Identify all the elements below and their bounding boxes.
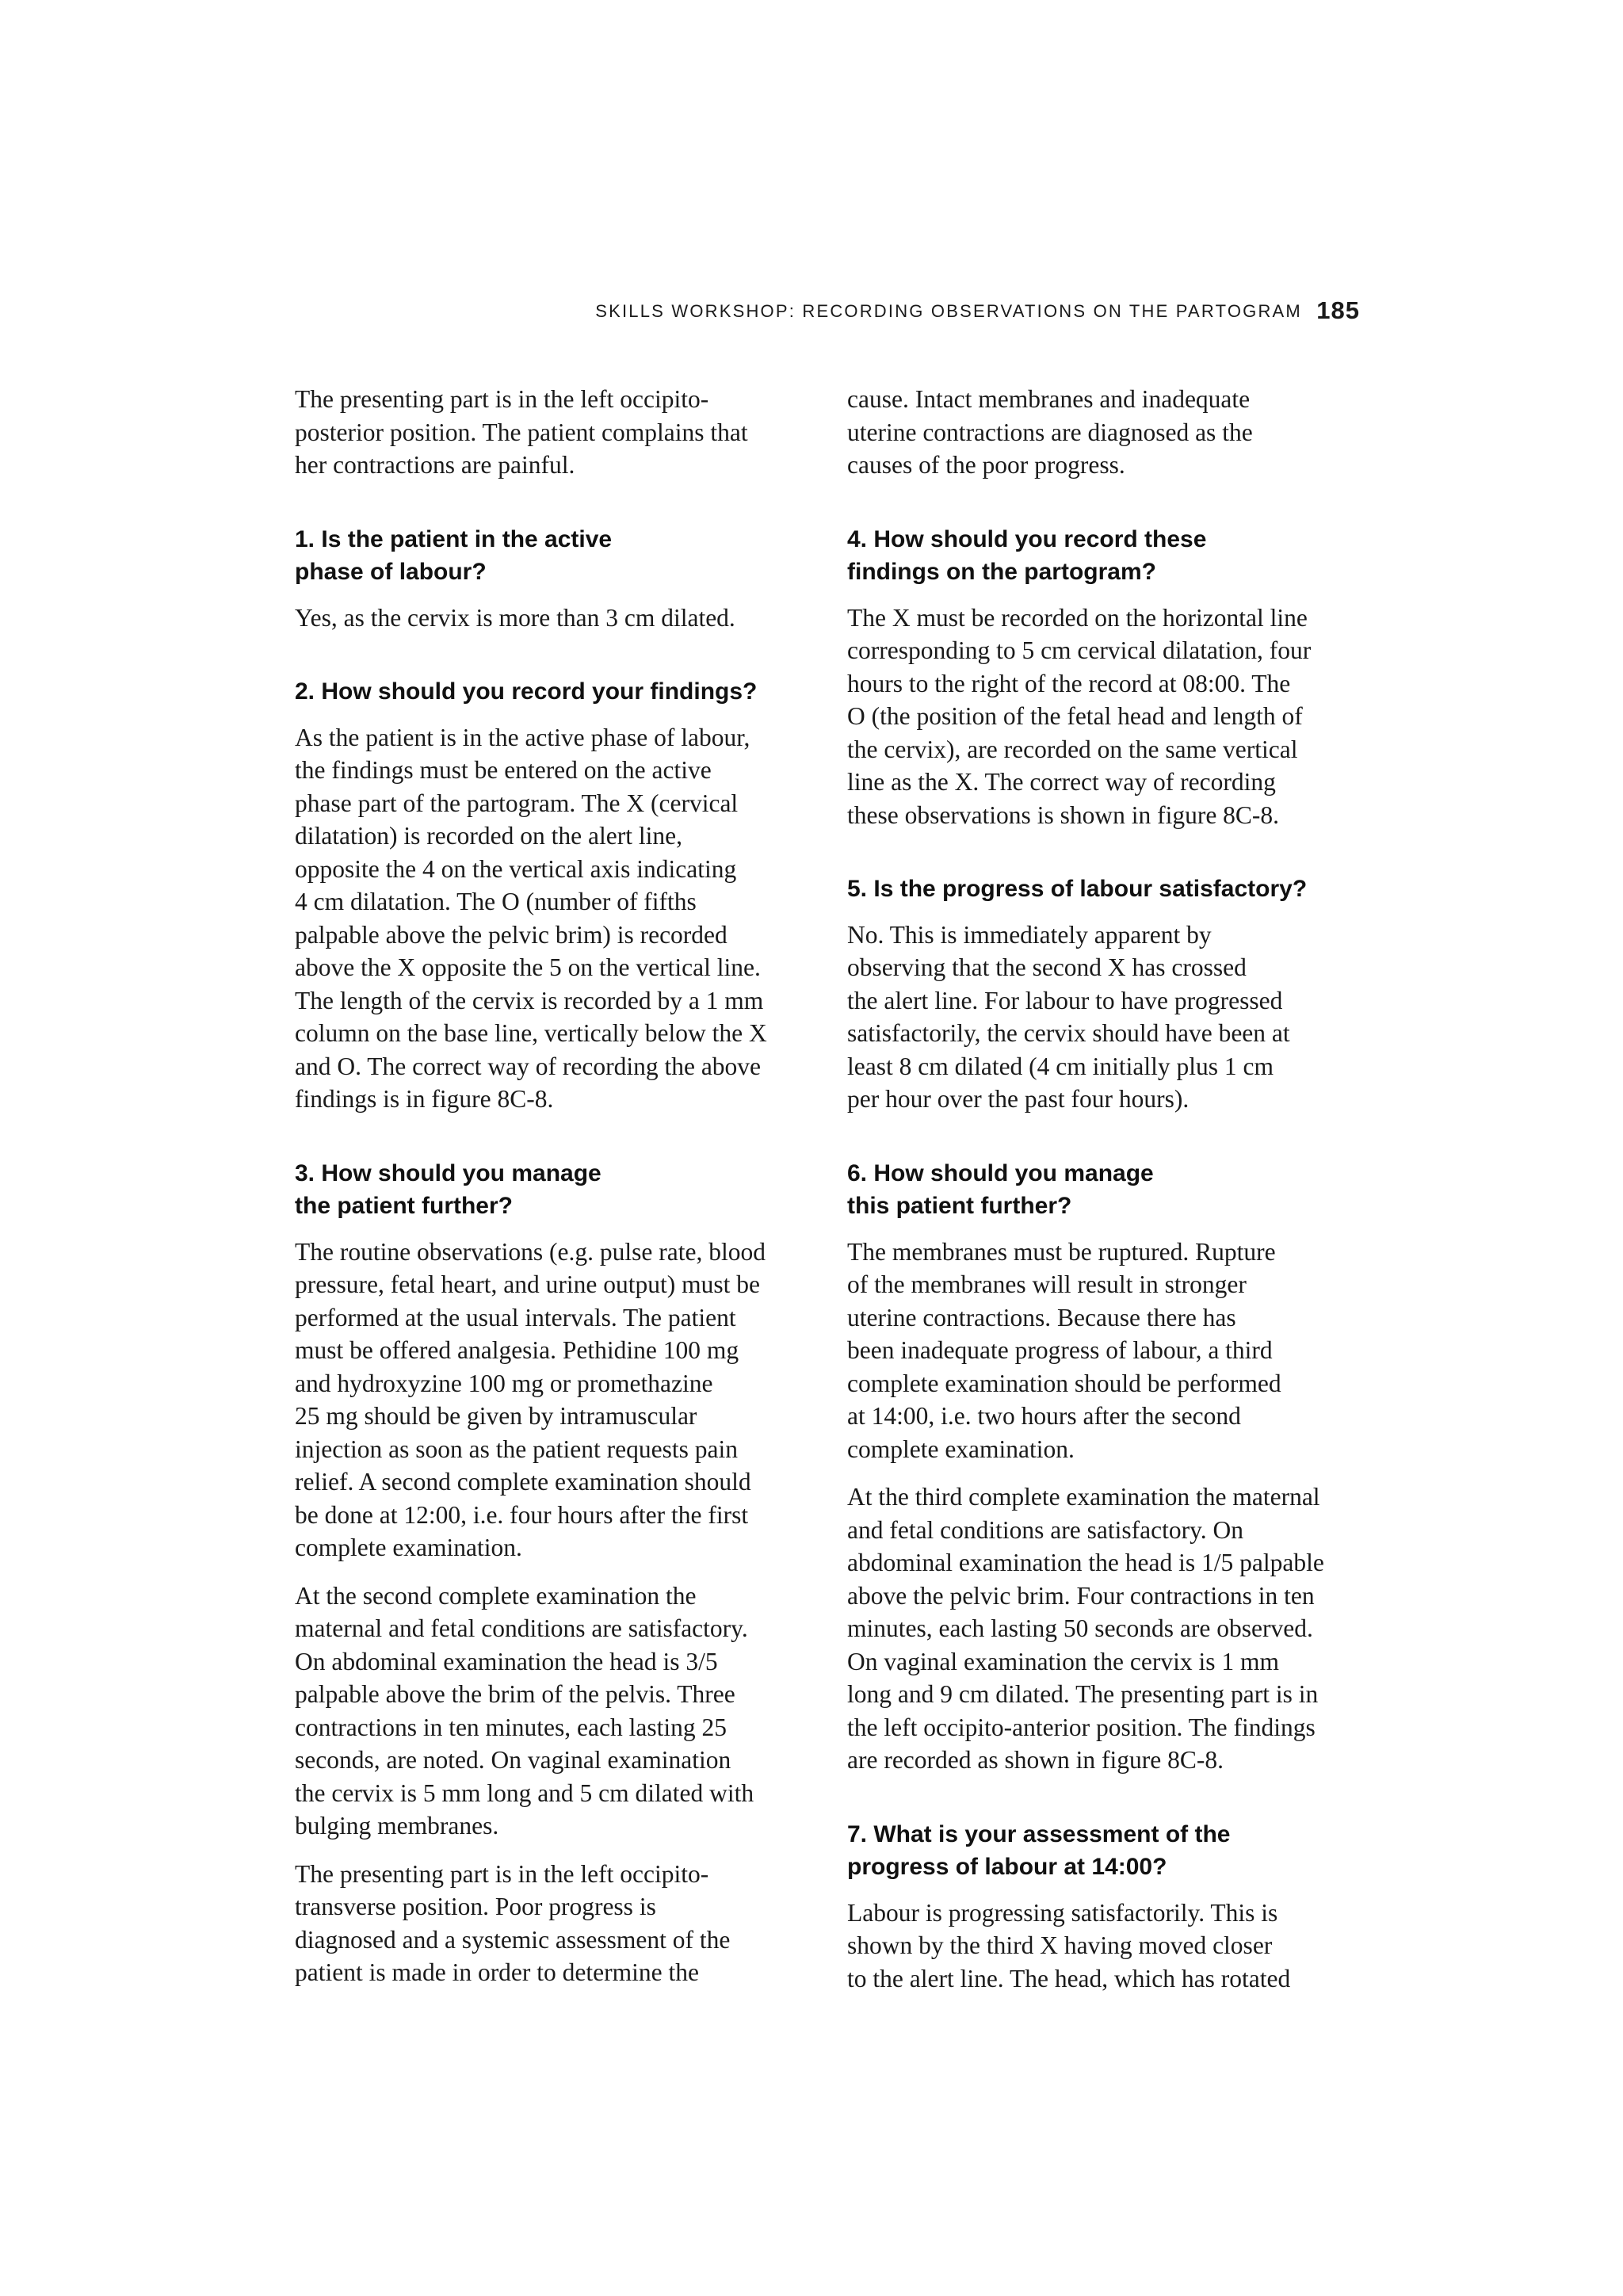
answer-2-paragraph: As the patient is in the active phase of labour, the findings must be entered on the active phase part of the partogram. The X (cervical dilatation) is recorded on the alert line, opposite the 4 on the vertical axis indicating 4 cm dilatation. The O (number of fifths palpable above the pelvic brim) is recorded above the X opposite the 5 on the vertical line. The length of the cervix is recorded by a 1 mm column on the base line, vertically below the X and O. The correct way of recording the above findings is in figure 8C-8.	[295, 723, 767, 1113]
answer-1-paragraph: Yes, as the cervix is more than 3 cm dilated.	[295, 603, 735, 632]
answer-7-paragraph: Labour is progressing satisfactorily. This is shown by the third X having moved closer to the alert line. The head, which has rotated	[847, 1898, 1291, 1992]
question-2-heading: 2. How should you record your findings?	[295, 678, 758, 705]
question-4-heading: 4. How should you record these findings on the partogram?	[847, 525, 1207, 585]
right-column	[847, 383, 1370, 1995]
answer-4-paragraph: The X must be recorded on the horizontal line corresponding to 5 cm cervical dilatation, four hours to the right of the record at 08:00. The O (the position of the fetal head and length of the cervix), are recorded on the same vertical line as the X. The correct way of recording these observations is shown in figure 8C-8.	[847, 603, 1312, 829]
question-7-heading: 7. What is your assessment of the progress of labour at 14:00?	[847, 1820, 1231, 1880]
intro-paragraph: The presenting part is in the left occipito- posterior position. The patient complains that her contractions are painful.	[295, 385, 748, 479]
answer-3-paragraph-3: The presenting part is in the left occipito- transverse position. Poor progress is diagnosed and a systemic assessment of the patient is made in order to determine the	[295, 1859, 731, 1986]
answer-6-paragraph-2: At the third complete examination the maternal and fetal conditions are satisfactory. On abdominal examination the head is 1/5 palpable above the pelvic brim. Four contractions in ten minutes, each lasting 50 seconds are observed. On vaginal examination the cervix is 1 mm long and 9 cm dilated. The presenting part is in the left occipito-anterior position. The findings are recorded as shown in figure 8C-8.	[847, 1483, 1324, 1774]
question-1-heading: 1. Is the patient in the active phase of labour?	[295, 525, 613, 585]
answer-5-paragraph: No. This is immediately apparent by observing that the second X has crossed the alert line. For labour to have progressed satisfactorily, the cervix should have been at least 8 cm dilated (4 cm initially plus 1 cm per hour over the past four hours).	[847, 920, 1290, 1113]
page-number: 185	[1316, 296, 1360, 324]
answer-6-paragraph-1: The membranes must be ruptured. Rupture of the membranes will result in stronger uterine contractions. Because there has been inadequate progress of labour, a third complete examination should be performed at 14:00, i.e. two hours after the second complete examination.	[847, 1237, 1281, 1463]
question-3-heading: 3. How should you manage the patient further?	[295, 1159, 601, 1219]
question-5-heading: 5. Is the progress of labour satisfactory?	[847, 876, 1308, 902]
answer-3-paragraph-2: At the second complete examination the maternal and fetal conditions are satisfactory. On abdominal examination the head is 3/5 palpable above the brim of the pelvis. Three contractions in ten minutes, each lasting 25 seconds, are noted. On vaginal examination the cervix is 5 mm long and 5 cm dilated with bulging membranes.	[295, 1581, 754, 1839]
continued-paragraph: cause. Intact membranes and inadequate uterine contractions are diagnosed as the causes of the poor progress.	[847, 385, 1253, 479]
answer-3-paragraph-1: The routine observations (e.g. pulse rate, blood pressure, fetal heart, and urine output) must be performed at the usual intervals. The patient must be offered analgesia. Pethidine 100 mg and hydroxyzine 100 mg or promethazine 25 mg should be given by intramuscular injection as soon as the patient requests pain relief. A second complete examination should be done at 12:00, i.e. four hours after the first complete examination.	[295, 1237, 766, 1561]
question-6-heading: 6. How should you manage this patient further?	[847, 1159, 1154, 1219]
running-header	[595, 295, 1360, 323]
running-title: SKILLS WORKSHOP: RECORDING OBSERVATIONS ON THE PARTOGRAM	[595, 301, 1302, 321]
left-column	[295, 383, 818, 1989]
